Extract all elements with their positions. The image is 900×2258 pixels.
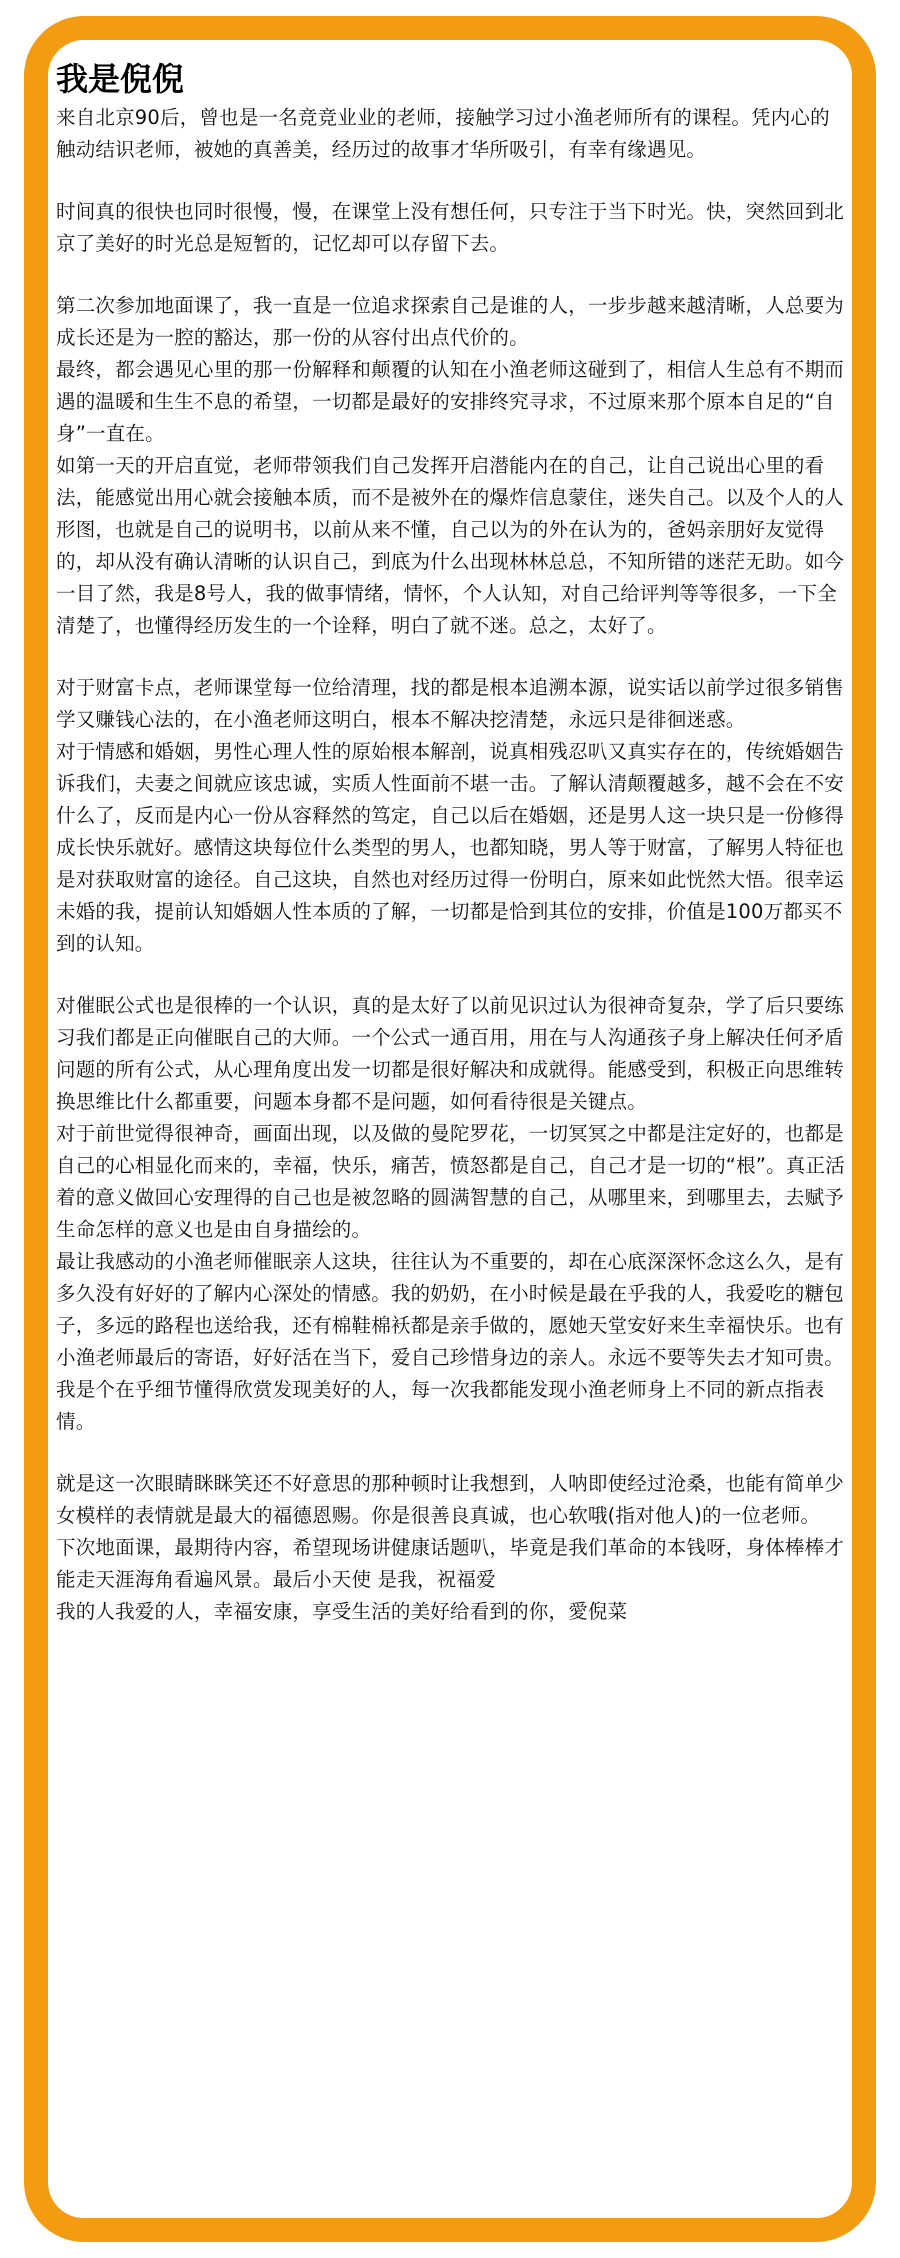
paragraph-past-life: 对于前世觉得很神奇，画面出现，以及做的曼陀罗花，一切冥冥之中都是注定好的，也都是自己的心相显化而来的，幸福，快乐，痛苦，愤怒都是自己，自己才是一切的“根”。真正活着的意义做回心安理得的自己也是被忽略的圆满智慧的自己，从哪里来，到哪里去，去赋予生命怎样的意义也是由自身描绘的。 <box>56 1122 845 1241</box>
article-title: 我是倪倪 <box>56 60 185 98</box>
paragraph-intro: 来自北京90后，曾也是一名竞竞业业的老师，接触学习过小渔老师所有的课程。凭内心的触动结识老师，被她的真善美，经历过的故事才华所吸引，有幸有缘遇见。 <box>56 106 830 161</box>
paragraph-closing: 我的人我爱的人，幸福安康，享受生活的美好给看到的你，愛倪菜 <box>56 1600 628 1623</box>
article-content <box>56 52 846 1628</box>
paragraph-gap <box>56 642 846 672</box>
paragraph-gap <box>56 1438 846 1468</box>
paragraph-next-class: 下次地面课，最期待内容，希望现场讲健康话题叭，毕竟是我们革命的本钱呀，身体棒棒才能走天涯海角看遍风景。最后小天使 是我，祝福爱 <box>56 1536 845 1591</box>
paragraph-finally: 最终，都会遇见心里的那一份解释和颠覆的认知在小渔老师这碰到了，相信人生总有不期而遇的温暖和生生不息的希望，一切都是最好的安排终究寻求，不过原来那个原本自足的“自身”一直在。 <box>56 358 845 445</box>
paragraph-wealth: 对于财富卡点，老师课堂每一位给清理，找的都是根本追溯本源，说实话以前学过很多销售学又赚钱心法的，在小渔老师这明白，根本不解决挖清楚，永远只是徘徊迷惑。 <box>56 676 845 731</box>
paragraph-grandma: 最让我感动的小渔老师催眠亲人这块，往往认为不重要的，却在心底深深怀念这么久，是有多久没有好好的了解内心深处的情感。我的奶奶，在小时候是最在乎我的人，我爱吃的糖包子，多远的路程也送给我，还有棉鞋棉袄都是亲手做的，愿她天堂安好来生幸福快乐。也有小渔老师最后的寄语，好好活在当下，爱自己珍惜身边的亲人。永远不要等失去才知可贵。 <box>56 1250 845 1369</box>
paragraph-gap <box>56 166 846 196</box>
paragraph-time: 时间真的很快也同时很慢，慢，在课堂上没有想任何，只专注于当下时光。快，突然回到北京了美好的时光总是短暂的，记忆却可以存留下去。 <box>56 200 845 255</box>
paragraph-hypnosis: 对催眠公式也是很棒的一个认识，真的是太好了以前见识过认为很神奇复杂，学了后只要练习我们都是正向催眠自己的大师。一个公式一通百用，用在与人沟通孩子身上解决任何矛盾问题的所有公式，从心理角度出发一切都是很好解决和成就得。能感受到，积极正向思维转换思维比什么都重要，问题本身都不是问题，如何看待很是关键点。 <box>56 994 845 1113</box>
paragraph-smile: 就是这一次眼睛眯眯笑还不好意思的那种顿时让我想到，人呐即使经过沧桑，也能有简单少女模样的表情就是最大的福德恩赐。你是很善良真诚，也心软哦(指对他人)的一位老师。 <box>56 1472 845 1527</box>
paragraph-second-class: 第二次参加地面课了，我一直是一位追求探索自己是谁的人，一步步越来越清晰，人总要为成长还是为一腔的豁达，那一份的从容付出点代价的。 <box>56 294 845 349</box>
paragraph-gap <box>56 960 846 990</box>
paragraph-marriage: 对于情感和婚姻，男性心理人性的原始根本解剖，说真相残忍叭又真实存在的，传统婚姻告诉我们，夫妻之间就应该忠诚，实质人性面前不堪一击。了解认清颠覆越多，越不会在不安什么了，反而是内心一份从容释然的笃定，自己以后在婚姻，还是男人这一块只是一份修得成长快乐就好。感情这块每位什么类型的男人，也都知晓，男人等于财富，了解男人特征也是对获取财富的途径。自己这块，自然也对经历过得一份明白，原来如此恍然大悟。很幸运未婚的我，提前认知婚姻人性本质的了解，一切都是恰到其位的安排，价值是100万都买不到的认知。 <box>56 740 845 955</box>
paragraph-details: 我是个在乎细节懂得欣赏发现美好的人，每一次我都能发现小渔老师身上不同的新点指表情。 <box>56 1378 825 1433</box>
paragraph-gap <box>56 260 846 290</box>
paragraph-first-day: 如第一天的开启直觉，老师带领我们自己发挥开启潜能内在的自己，让自己说出心里的看法，能感觉出用心就会接触本质，而不是被外在的爆炸信息蒙住，迷失自己。以及个人的人形图，也就是自己的说明书，以前从来不懂，自己以为的外在认为的，爸妈亲朋好友觉得的，却从没有确认清晰的认识自己，到底为什么出现林林总总，不知所错的迷茫无助。如今一目了然，我是8号人，我的做事情绪，情怀，个人认知，对自己给评判等等很多，一下全清楚了，也懂得经历发生的一个诠释，明白了就不迷。总之，太好了。 <box>56 454 845 637</box>
